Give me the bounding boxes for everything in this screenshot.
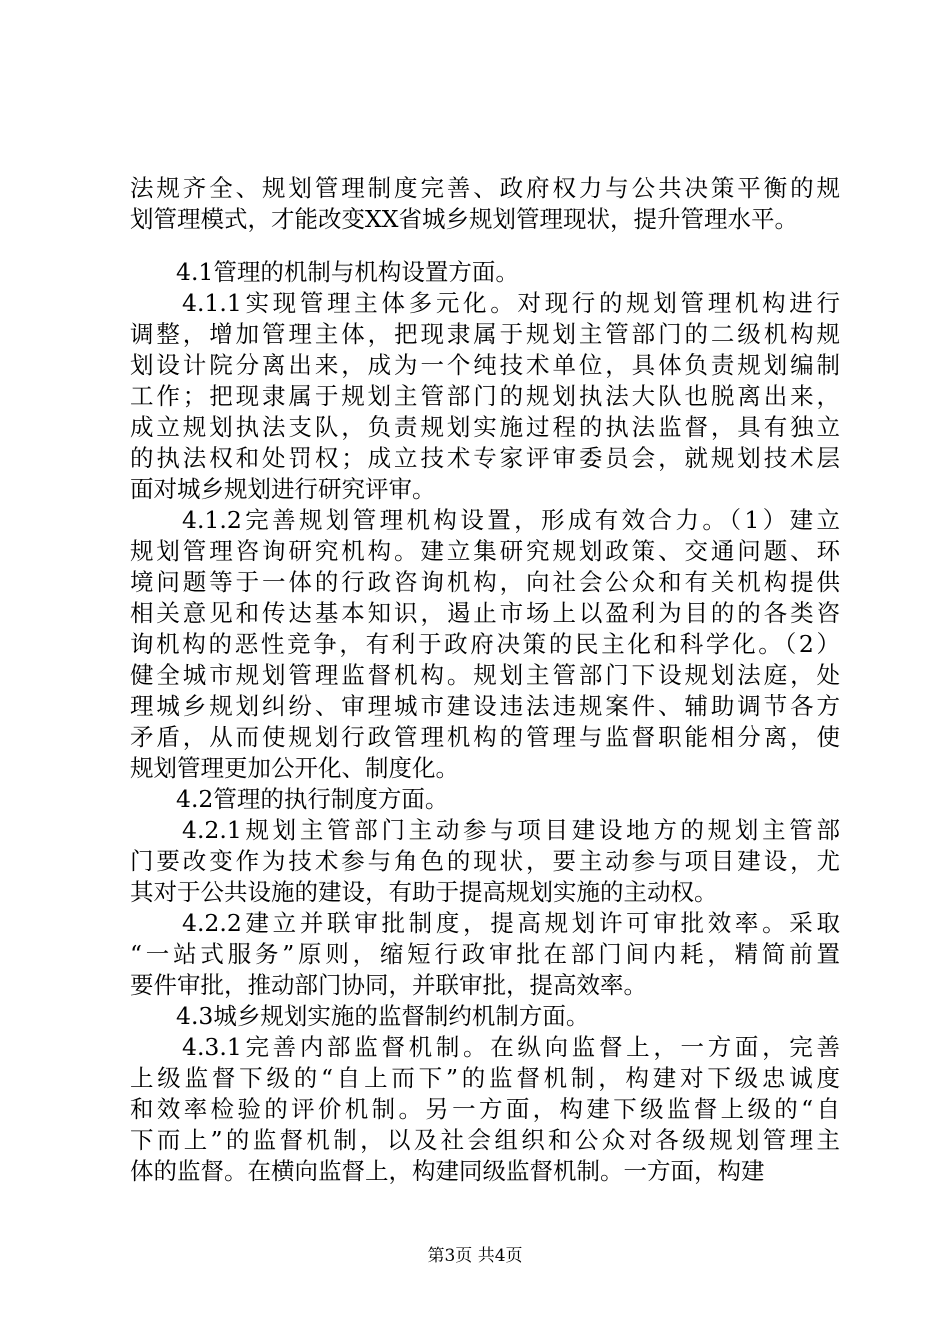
- text-line: 下而上”的监督机制，以及社会组织和公众对各级规划管理主: [130, 1126, 840, 1154]
- text-line: 成立规划执法支队，负责规划实施过程的执法监督，具有独立: [130, 413, 840, 441]
- text-line: 4.1.1实现管理主体多元化。对现行的规划管理机构进行: [182, 289, 840, 317]
- text-line: 规划管理更加公开化、制度化。: [130, 754, 459, 782]
- text-line: 划设计院分离出来，成为一个纯技术单位，具体负责规划编制: [130, 351, 840, 379]
- text-line: 4.3城乡规划实施的监督制约机制方面。: [176, 1002, 590, 1030]
- paragraph: [130, 288, 840, 505]
- text-line: 4.3.1完善内部监督机制。在纵向监督上，一方面，完善: [182, 1033, 840, 1061]
- section-heading: [130, 784, 840, 815]
- text-line: 健全城市规划管理监督机构。规划主管部门下设规划法庭，处: [130, 661, 840, 689]
- document-body: [130, 173, 840, 1187]
- text-line: 门要改变作为技术参与角色的现状，要主动参与项目建设，尤: [130, 847, 840, 875]
- text-line: 4.2.1规划主管部门主动参与项目建设地方的规划主管部: [182, 816, 840, 844]
- text-line: “一站式服务”原则，缩短行政审批在部门间内耗，精简前置: [130, 940, 840, 968]
- paragraph: [130, 815, 840, 908]
- paragraph-gap: [130, 235, 840, 257]
- text-line: 和效率检验的评价机制。另一方面，构建下级监督上级的“自: [130, 1095, 840, 1123]
- text-line: 询机构的恶性竞争，有利于政府决策的民主化和科学化。（2）: [130, 630, 840, 658]
- text-line: 境问题等于一体的行政咨询机构，向社会公众和有关机构提供: [130, 568, 840, 596]
- text-line: 要件审批，推动部门协同，并联审批，提高效率。: [130, 971, 647, 999]
- text-line: 工作；把现隶属于规划主管部门的规划执法大队也脱离出来，: [130, 382, 840, 410]
- text-line: 调整，增加管理主体，把现隶属于规划主管部门的二级机构规: [130, 320, 840, 348]
- text-line: 4.2管理的执行制度方面。: [176, 785, 449, 813]
- text-line: 其对于公共设施的建设，有助于提高规划实施的主动权。: [130, 878, 718, 906]
- text-line: 4.1.2完善规划管理机构设置，形成有效合力。（1）建立: [182, 506, 840, 534]
- text-line: 矛盾，从而使规划行政管理机构的管理与监督职能相分离，使: [130, 723, 840, 751]
- text-line: 法规齐全、规划管理制度完善、政府权力与公共决策平衡的规: [130, 174, 840, 202]
- text-line: 理城乡规划纠纷、审理城市建设违法违规案件、辅助调节各方: [130, 692, 840, 720]
- page-footer: [0, 1245, 950, 1267]
- section-content: [130, 257, 840, 1187]
- text-line: 规划管理咨询研究机构。建立集研究规划政策、交通问题、环: [130, 537, 840, 565]
- text-line: 相关意见和传达基本知识，遏止市场上以盈利为目的的各类咨: [130, 599, 840, 627]
- text-line: 4.1管理的机制与机构设置方面。: [176, 258, 519, 286]
- text-line: 的执法权和处罚权；成立技术专家评审委员会，就规划技术层: [130, 444, 840, 472]
- intro-paragraph: [130, 173, 840, 235]
- section-heading: [130, 1001, 840, 1032]
- page-number: 第3页 共4页: [427, 1246, 523, 1266]
- text-line: 划管理模式，才能改变XX省城乡规划管理现状，提升管理水平。: [130, 205, 798, 233]
- text-line: 4.2.2建立并联审批制度，提高规划许可审批效率。采取: [182, 909, 840, 937]
- text-line: 上级监督下级的“自上而下”的监督机制，构建对下级忠诚度: [130, 1064, 840, 1092]
- paragraph: [130, 1032, 840, 1187]
- text-line: 体的监督。在横向监督上，构建同级监督机制。一方面，构建: [130, 1157, 765, 1185]
- section-heading: [130, 257, 840, 288]
- text-line: 面对城乡规划进行研究评审。: [130, 475, 436, 503]
- paragraph: [130, 505, 840, 784]
- paragraph: [130, 908, 840, 1001]
